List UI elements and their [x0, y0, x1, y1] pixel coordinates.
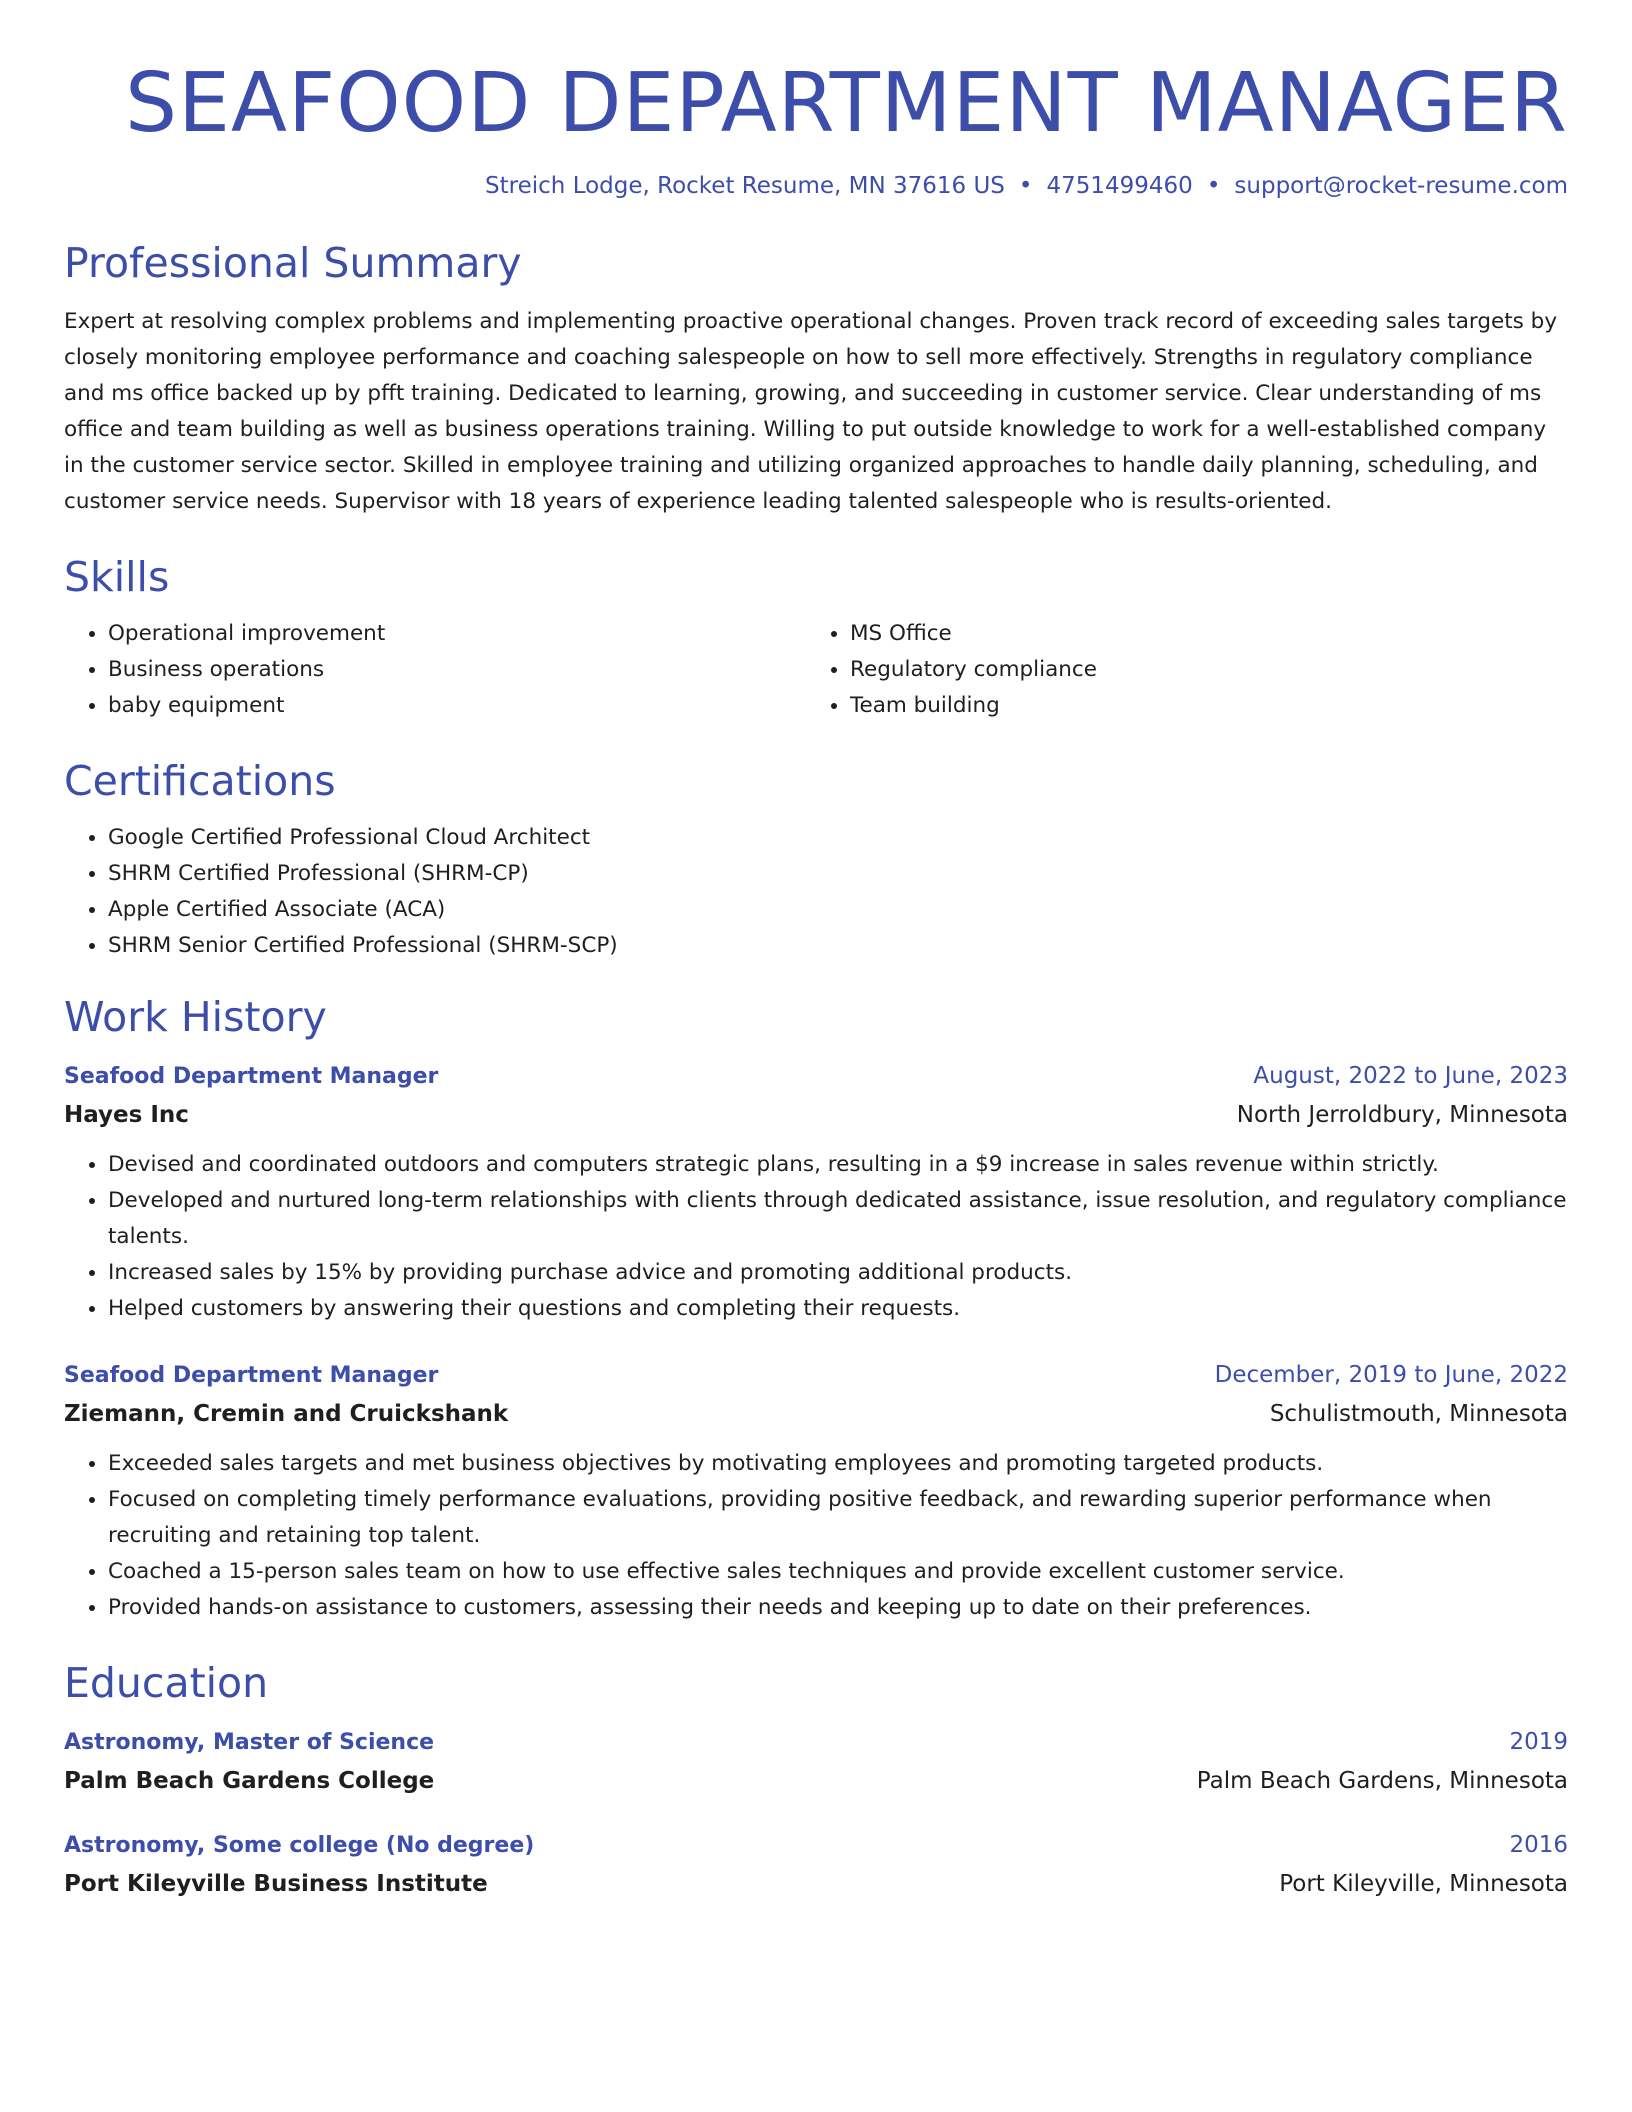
- education-location: Palm Beach Gardens, Minnesota: [1196, 1768, 1568, 1794]
- job-bullets: [64, 1446, 1568, 1626]
- job-title: Seafood Department Manager: [64, 1064, 439, 1089]
- job-bullet: • Increased sales by 15% by providing purchase advice and promoting additional products.: [108, 1255, 1568, 1291]
- education-header-row: [64, 1827, 1568, 1864]
- certification-item: • SHRM Senior Certified Professional (SHRM-SCP): [108, 928, 1568, 964]
- skill-item: • MS Office: [850, 616, 1548, 652]
- education-school: Palm Beach Gardens College: [64, 1768, 435, 1794]
- job-company-row: [64, 1095, 1568, 1135]
- job-bullet: • Exceeded sales targets and met business objectives by motivating employees and promoting targeted products.: [108, 1446, 1568, 1482]
- job-bullet: • Devised and coordinated outdoors and computers strategic plans, resulting in a $9 increase in sales revenue within strictly.: [108, 1147, 1568, 1183]
- skills-heading: Skills: [64, 553, 170, 601]
- summary-heading: Professional Summary: [64, 239, 522, 287]
- education-entry: [64, 1724, 1568, 1801]
- education-location: Port Kileyville, Minnesota: [1279, 1871, 1568, 1897]
- job-bullet: • Provided hands-on assistance to customers, assessing their needs and keeping up to date on their preferences.: [108, 1590, 1568, 1626]
- summary-text: Expert at resolving complex problems and implementing proactive operational changes. Proven track record of exceeding sales targets by closely monitoring employee performance and coaching salespeople on how to sell more effectively. Strengths in regulatory compliance and ms office backed up by pfft training. Dedicated to learning, growing, and succeeding in customer service. Clear understanding of ms office and team building as well as business operations training. Willing to put outside knowledge to work for a well-established company in the customer service sector. Skilled in employee training and utilizing organized approaches to handle daily planning, scheduling, and customer service needs. Supervisor with 18 years of experience leading talented salespeople who is results-oriented.: [64, 309, 1558, 514]
- certification-item: • Apple Certified Associate (ACA): [108, 892, 1568, 928]
- skills-column-left: [64, 616, 806, 724]
- skills-grid: [64, 616, 1568, 724]
- job-company: Hayes Inc: [64, 1102, 189, 1128]
- skill-item: • Operational improvement: [108, 616, 806, 652]
- contact-address: Streich Lodge, Rocket Resume, MN 37616 US: [485, 173, 1005, 199]
- job-entry: [64, 1357, 1568, 1626]
- education-school-row: [64, 1864, 1568, 1904]
- contact-phone: 4751499460: [1046, 173, 1193, 199]
- job-bullet: • Helped customers by answering their questions and completing their requests.: [108, 1291, 1568, 1327]
- job-entry: [64, 1058, 1568, 1327]
- job-bullets: [64, 1147, 1568, 1327]
- skill-item: • Regulatory compliance: [850, 652, 1548, 688]
- skill-item: • Business operations: [108, 652, 806, 688]
- skills-column-right: [806, 616, 1548, 724]
- contact-separator: •: [1018, 173, 1033, 199]
- work-history-heading: Work History: [64, 993, 327, 1041]
- education-year: 2019: [1509, 1729, 1568, 1755]
- certifications-list: [64, 820, 1568, 964]
- certification-item: • SHRM Certified Professional (SHRM-CP): [108, 856, 1568, 892]
- education-school: Port Kileyville Business Institute: [64, 1871, 488, 1897]
- education-heading: Education: [64, 1659, 269, 1707]
- certifications-heading: Certifications: [64, 757, 336, 805]
- job-dates: August, 2022 to June, 2023: [1253, 1063, 1568, 1089]
- education-degree: Astronomy, Some college (No degree): [64, 1833, 535, 1858]
- job-title: Seafood Department Manager: [64, 1363, 439, 1388]
- job-header-row: [64, 1357, 1568, 1394]
- contact-separator: •: [1206, 173, 1221, 199]
- education-school-row: [64, 1761, 1568, 1801]
- contact-email[interactable]: support@rocket-resume.com: [1234, 173, 1568, 199]
- skill-item: • Team building: [850, 688, 1548, 724]
- certification-item: • Google Certified Professional Cloud Architect: [108, 820, 1568, 856]
- job-bullet: • Focused on completing timely performance evaluations, providing positive feedback, and rewarding superior performance when recruiting and retaining top talent.: [108, 1482, 1568, 1554]
- education-entry: [64, 1827, 1568, 1904]
- job-company-row: [64, 1394, 1568, 1434]
- skill-item: • baby equipment: [108, 688, 806, 724]
- job-location: Schulistmouth, Minnesota: [1269, 1401, 1568, 1427]
- resume-title: SEAFOOD DEPARTMENT MANAGER: [125, 56, 1568, 151]
- education-degree: Astronomy, Master of Science: [64, 1730, 435, 1755]
- job-location: North Jerroldbury, Minnesota: [1236, 1102, 1568, 1128]
- job-dates: December, 2019 to June, 2022: [1214, 1362, 1568, 1388]
- job-bullet: • Coached a 15-person sales team on how to use effective sales techniques and provide excellent customer service.: [108, 1554, 1568, 1590]
- resume-page: [64, 0, 1568, 1904]
- education-header-row: [64, 1724, 1568, 1761]
- education-year: 2016: [1509, 1832, 1568, 1858]
- job-company: Ziemann, Cremin and Cruickshank: [64, 1401, 509, 1427]
- contact-line: [64, 170, 1568, 202]
- job-bullet: • Developed and nurtured long-term relationships with clients through dedicated assistance, issue resolution, and regulatory compliance talents.: [108, 1183, 1568, 1255]
- job-header-row: [64, 1058, 1568, 1095]
